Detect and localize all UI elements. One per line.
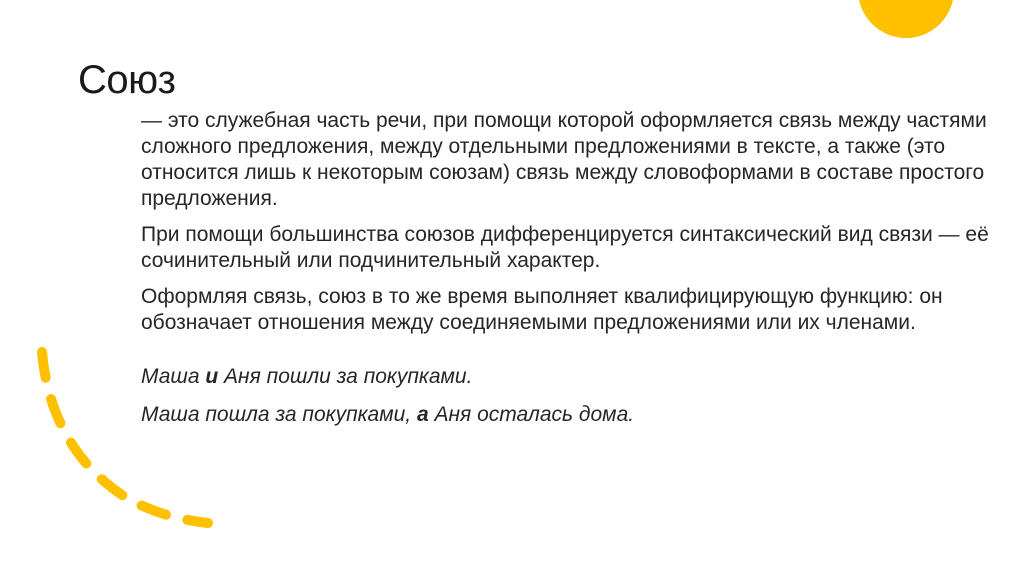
yellow-circle-icon — [858, 0, 954, 38]
definition-paragraph: — это служебная часть речи, при помощи которой оформляется связь между частями сложного предложения, между отдельными предложениями в тексте, а также (это относится лишь к некоторым союзам) связь между словоформами в составе простого предложения. — [141, 109, 987, 210]
example-conjunction: а — [416, 403, 429, 426]
example-conjunction: и — [205, 365, 219, 388]
example-text: Аня осталась дома. — [428, 403, 635, 426]
example-text: Маша пошла за покупками, — [141, 403, 417, 426]
example-sentence-2 — [141, 402, 991, 428]
example-text: Маша — [141, 365, 206, 388]
syntax-paragraph: При помощи большинства союзов дифференцируется синтаксический вид связи — её сочинительный или подчинительный характер. — [141, 223, 989, 272]
example-sentence-1 — [141, 364, 991, 390]
example-text: Аня пошли за покупками. — [218, 365, 473, 388]
slide-title: Союз — [78, 58, 176, 102]
slide-body — [141, 108, 991, 428]
function-paragraph: Оформляя связь, союз в то же время выполняет квалифицирующую функцию: он обозначает отношения между соединяемыми предложениями или их членами. — [141, 285, 943, 334]
